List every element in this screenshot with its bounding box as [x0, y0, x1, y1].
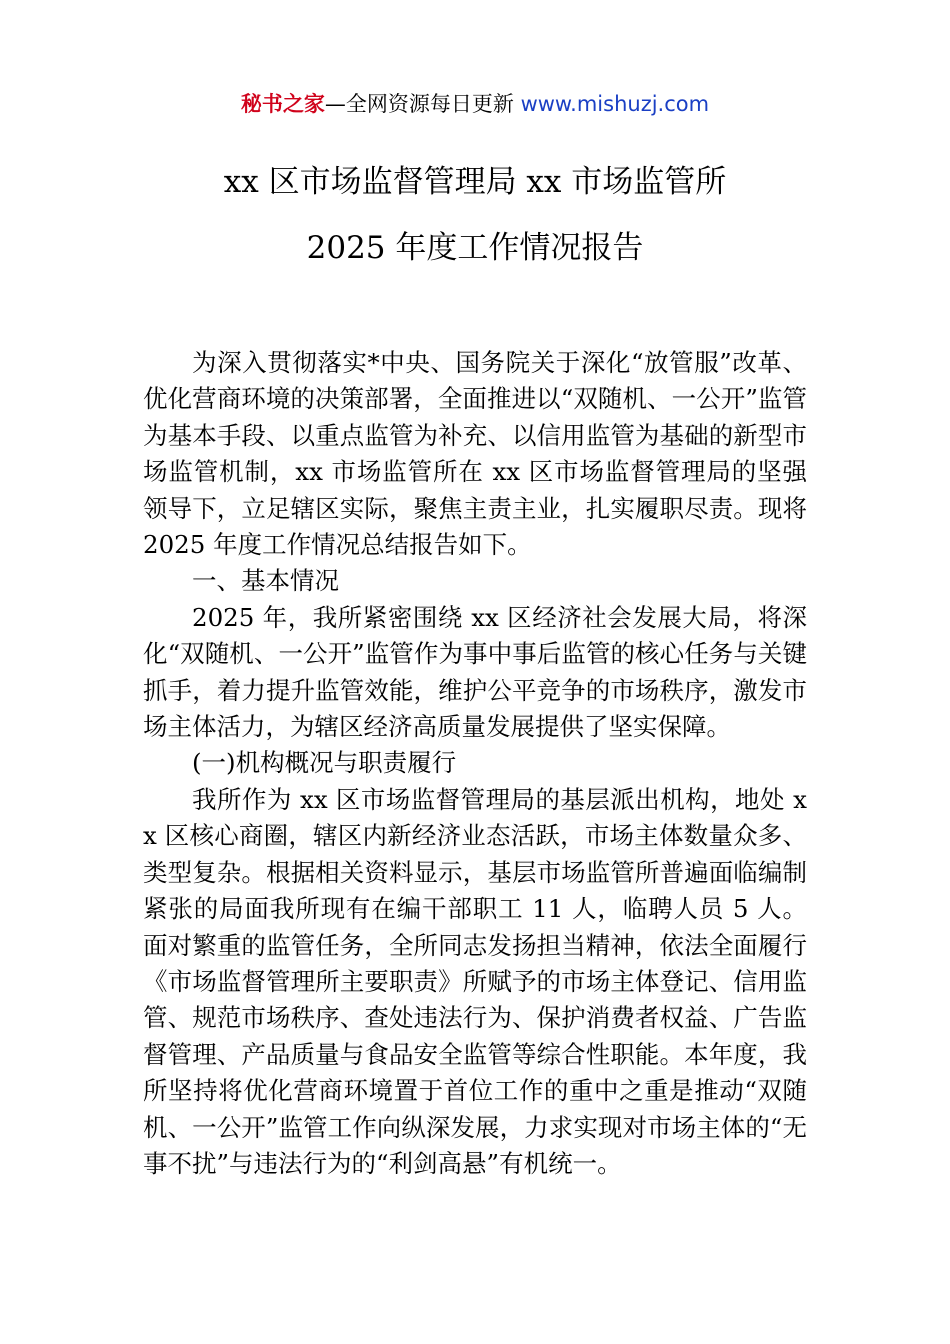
section-heading-basic: 一、基本情况	[192, 566, 339, 596]
site-url-link[interactable]: www.mishuzj.com	[520, 92, 710, 116]
paragraph-overview: 2025 年，我所紧密围绕 xx 区经济社会发展大局，将深化“双随机、一公开”监管作为事中事后监管的核心任务与关键抓手，着力提升监管效能，维护公平竞争的市场秩序，激发市场主体活力，为辖区经济高质量发展提供了坚实保障。	[143, 602, 807, 742]
page-header	[0, 86, 950, 122]
brand-name: 秘书之家	[240, 92, 325, 116]
paragraph-intro: 为深入贯彻落实*中央、国务院关于深化“放管服”改革、优化营商环境的决策部署，全面推进以“双随机、一公开”监管为基本手段、以重点监管为补充、以信用监管为基础的新型市场监管机制，xx 市场监管所在 xx 区市场监督管理局的坚强领导下，立足辖区实际，聚焦主责主业，扎实履职尽责。现将 2025 年度工作情况总结报告如下。	[143, 348, 807, 560]
document-body	[143, 345, 807, 1182]
subsection-heading-org: (一)机构概况与职责履行	[192, 748, 457, 778]
title-line-1: xx 区市场监督管理局 xx 市场监管所	[223, 164, 727, 200]
title-line-2: 2025 年度工作情况报告	[306, 230, 644, 266]
header-tagline: —全网资源每日更新	[324, 92, 514, 116]
paragraph-org: 我所作为 xx 区市场监督管理局的基层派出机构，地处 xx 区核心商圈，辖区内新经济业态活跃，市场主体数量众多、类型复杂。根据相关资料显示，基层市场监管所普遍面临编制紧张的局面我所现有在编干部职工 11 人，临聘人员 5 人。面对繁重的监管任务，全所同志发扬担当精神，依法全面履行《市场监督管理所主要职责》所赋予的市场主体登记、信用监管、规范市场秩序、查处违法行为、保护消费者权益、广告监督管理、产品质量与食品安全监管等综合性职能。本年度，我所坚持将优化营商环境置于首位工作的重中之重是推动“双随机、一公开”监管工作向纵深发展，力求实现对市场主体的“无事不扰”与违法行为的“利剑高悬”有机统一。	[143, 784, 807, 1178]
document-title	[0, 160, 950, 292]
